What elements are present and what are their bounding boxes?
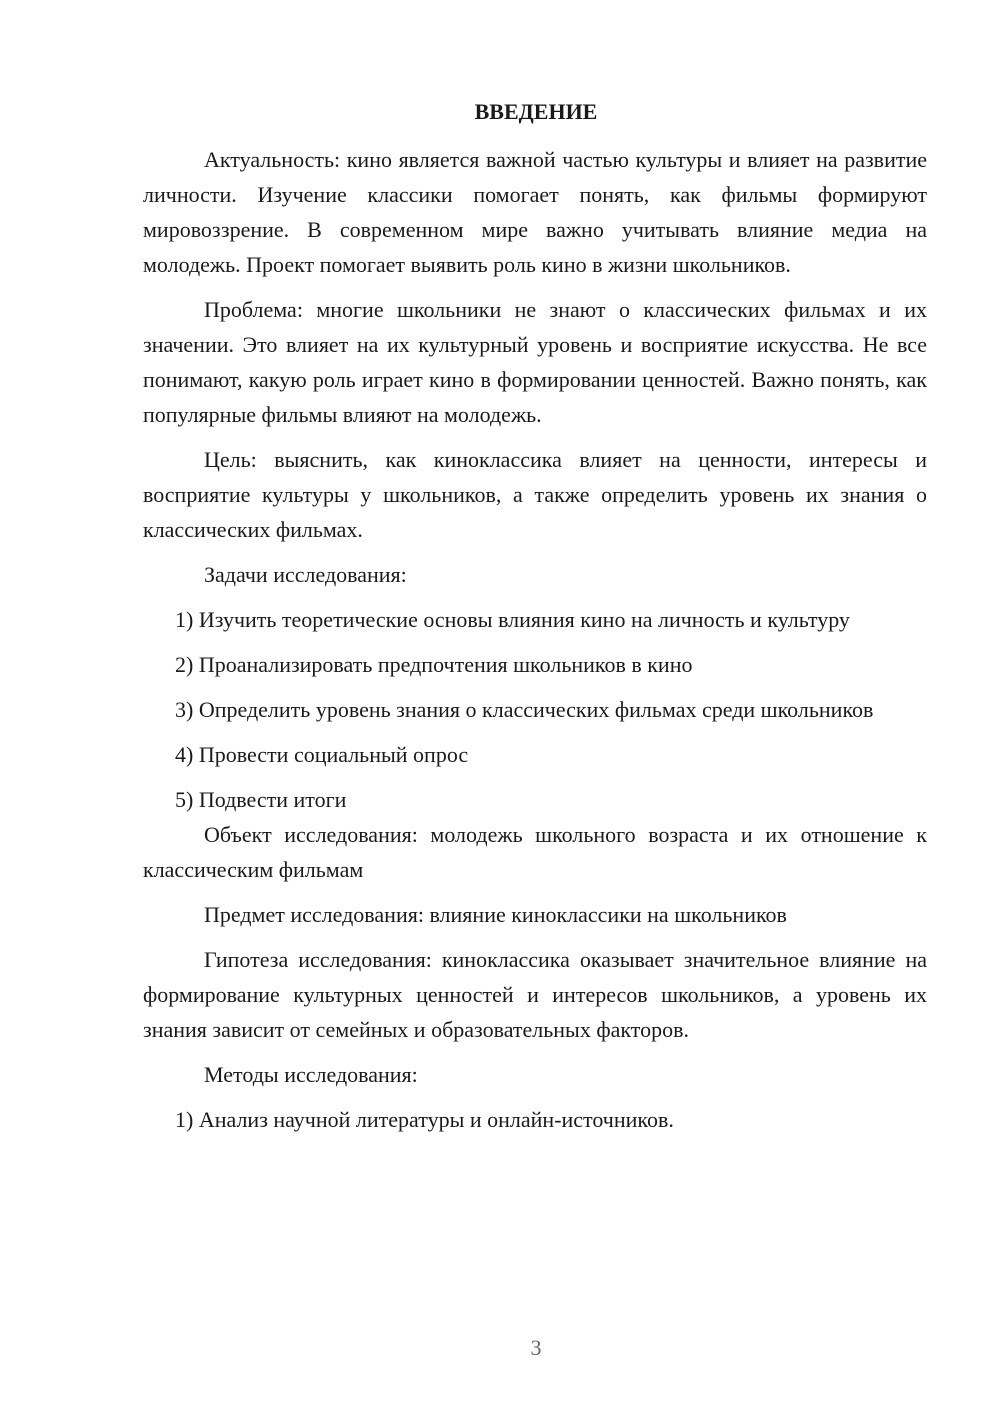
task-item: 3) Определить уровень знания о классических фильмах среди школьников	[175, 697, 874, 722]
document-body	[143, 142, 927, 1147]
paragraph-relevance: Актуальность: кино является важной частью культуры и влияет на развитие личности. Изучение классики помогает понять, как фильмы формируют мировоззрение. В современном мире важно учитывать влияние медиа на молодежь. Проект помогает выявить роль кино в жизни школьников.	[143, 147, 927, 277]
task-item: 5) Подвести итоги	[175, 787, 347, 812]
task-item: 4) Провести социальный опрос	[175, 742, 469, 767]
paragraph-goal: Цель: выяснить, как киноклассика влияет на ценности, интересы и восприятие культуры у школьников, а также определить уровень их знания о классических фильмах.	[143, 447, 927, 542]
section-title: ВВЕДЕНИЕ	[474, 99, 598, 124]
method-item: 1) Анализ научной литературы и онлайн-источников.	[175, 1107, 674, 1132]
paragraph-problem: Проблема: многие школьники не знают о классических фильмах и их значении. Это влияет на их культурный уровень и восприятие искусства. Не все понимают, какую роль играет кино в формировании ценностей. Важно понять, как популярные фильмы влияют на молодежь.	[143, 297, 927, 427]
methods-heading: Методы исследования:	[204, 1062, 418, 1087]
tasks-heading: Задачи исследования:	[204, 562, 407, 587]
task-item: 2) Проанализировать предпочтения школьников в кино	[175, 652, 693, 677]
paragraph-object: Объект исследования: молодежь школьного возраста и их отношение к классическим фильмам	[143, 822, 927, 882]
paragraph-subject: Предмет исследования: влияние киноклассики на школьников	[204, 902, 787, 927]
task-item: 1) Изучить теоретические основы влияния кино на личность и культуру	[175, 607, 850, 632]
paragraph-hypothesis: Гипотеза исследования: киноклассика оказывает значительное влияние на формирование культурных ценностей и интересов школьников, а уровень их знания зависит от семейных и образовательных факторов.	[143, 947, 927, 1042]
page-number: 3	[530, 1335, 542, 1360]
